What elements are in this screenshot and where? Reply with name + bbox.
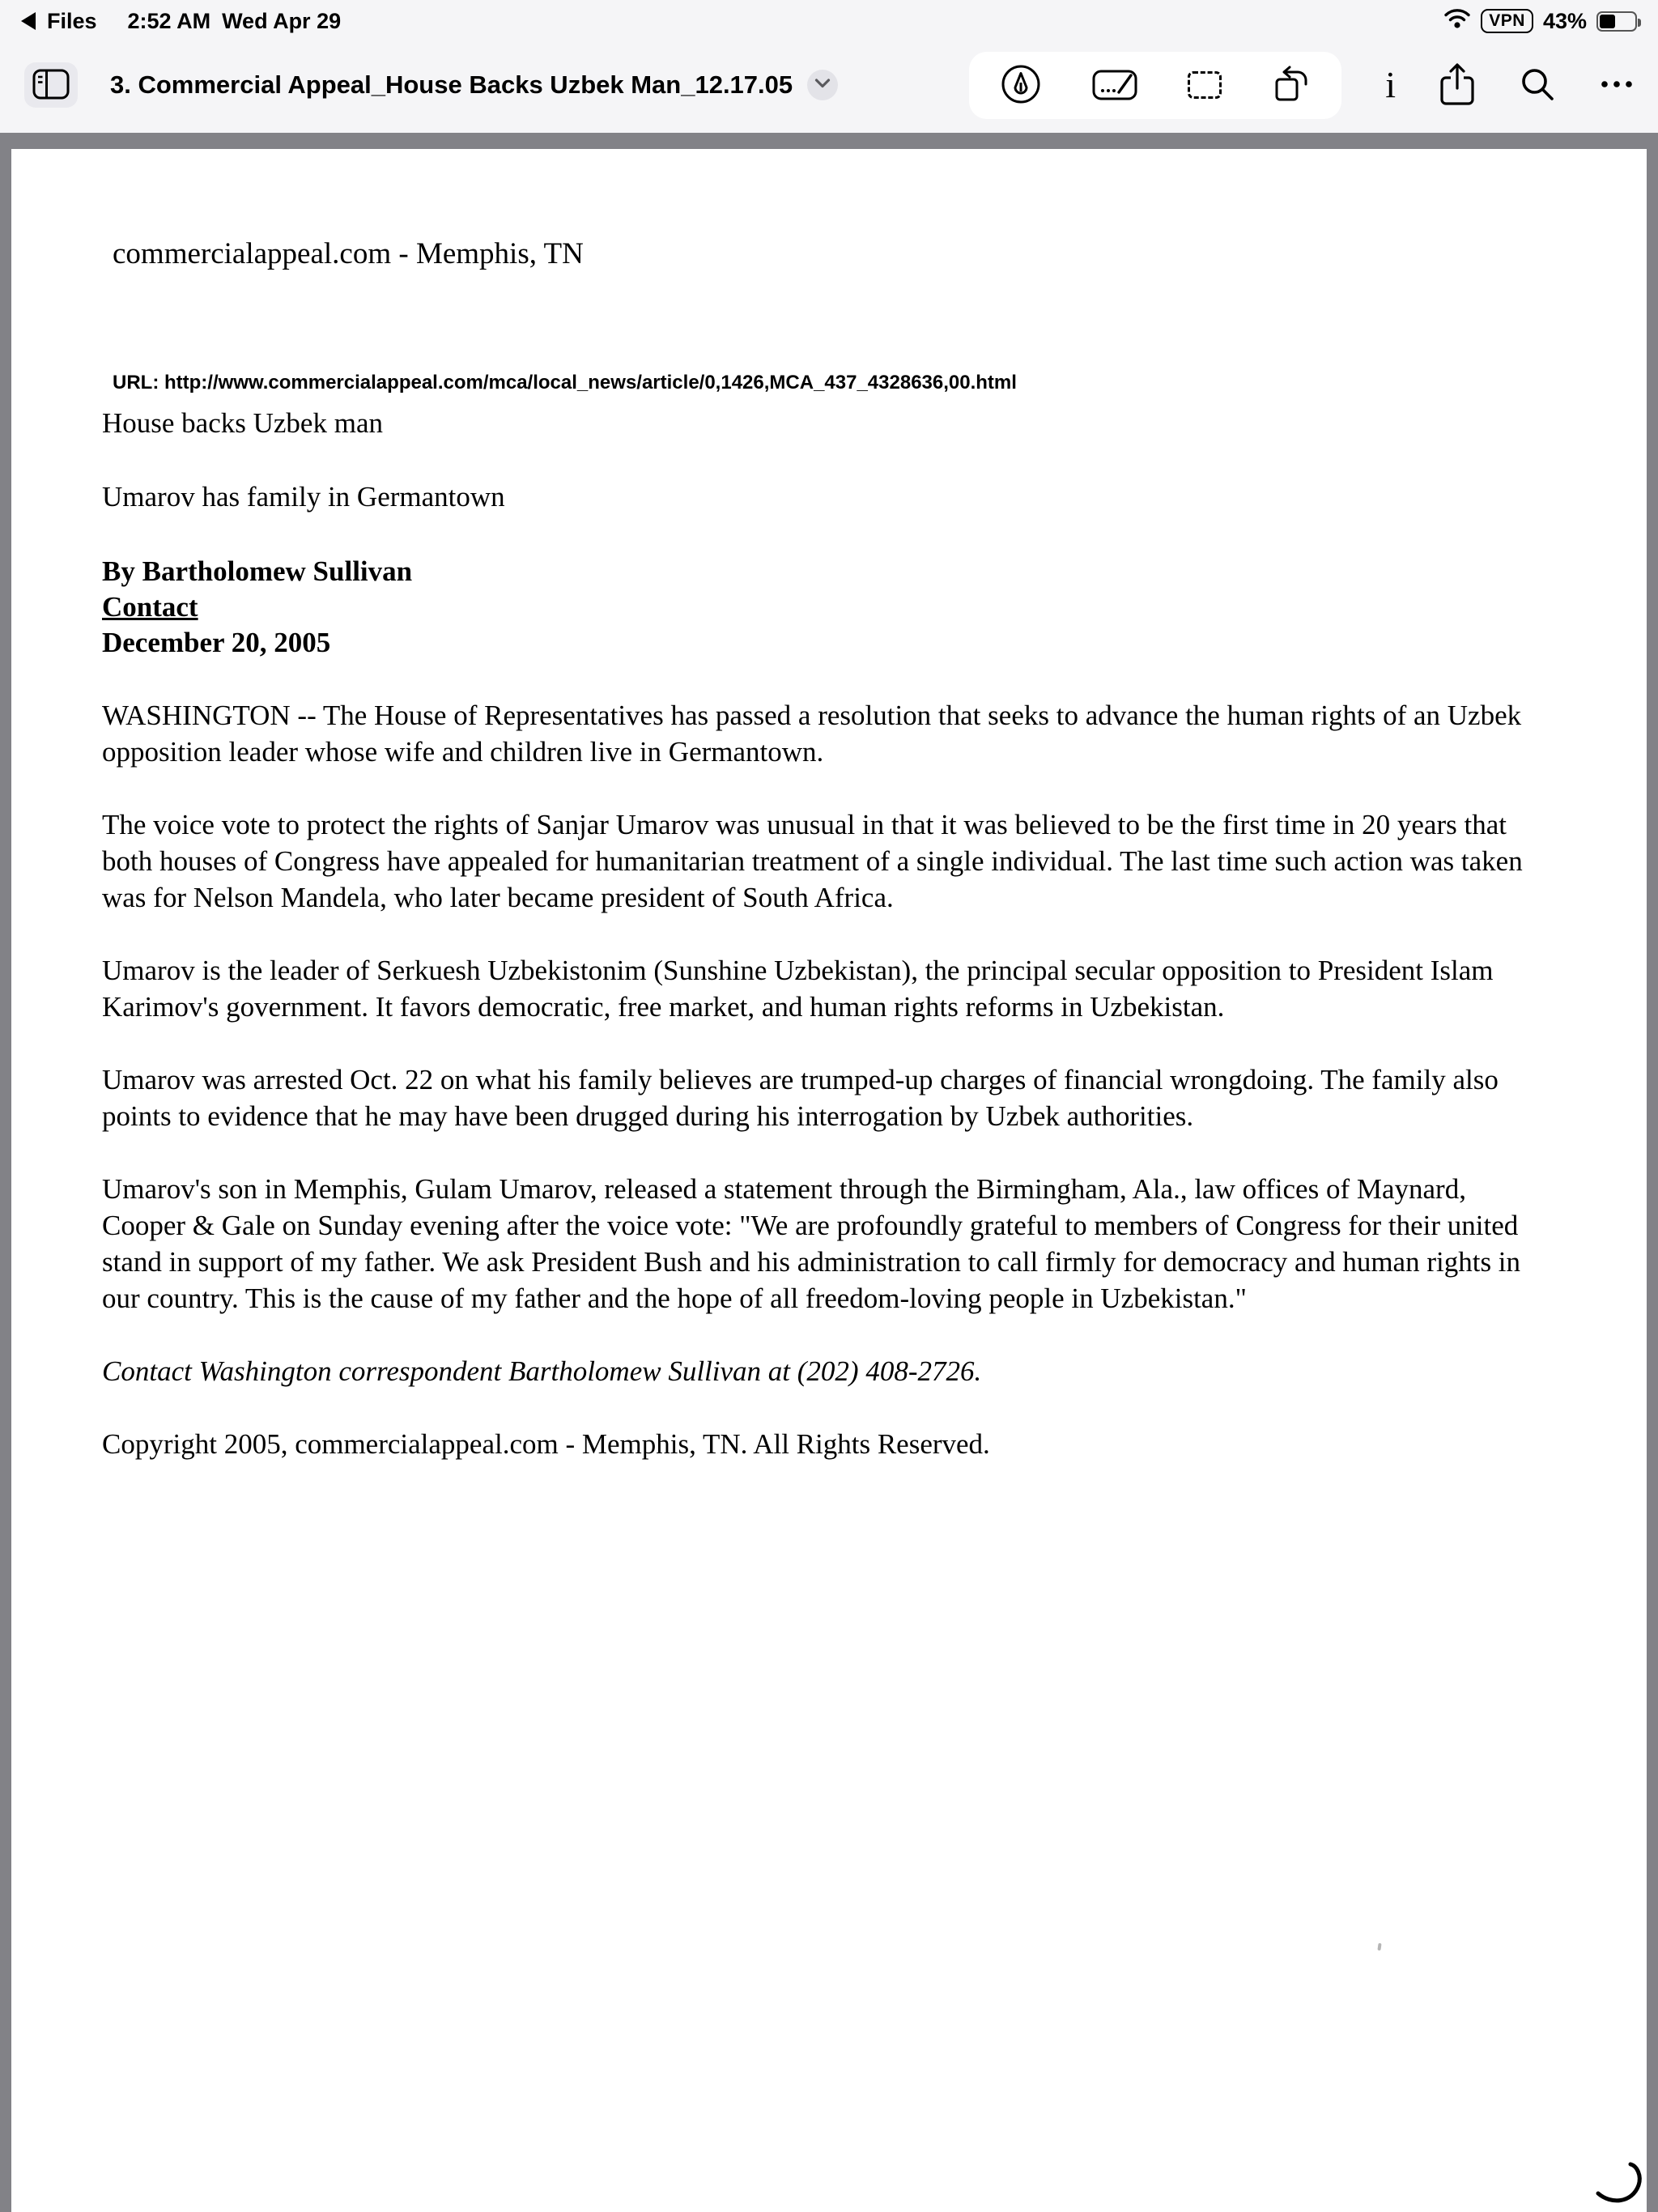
selection-icon xyxy=(1188,71,1222,99)
byline-block xyxy=(102,554,1551,661)
share-icon xyxy=(1439,62,1475,108)
share-button[interactable] xyxy=(1439,62,1475,108)
markup-icon xyxy=(1000,63,1042,108)
vpn-badge: VPN xyxy=(1481,9,1533,33)
copyright-line: Copyright 2005, commercialappeal.com - Memphis, TN. All Rights Reserved. xyxy=(102,1428,990,1460)
more-icon xyxy=(1600,79,1634,91)
more-button[interactable] xyxy=(1600,79,1634,91)
url-line: URL: http://www.commercialappeal.com/mca/local_news/article/0,1426,MCA_437_4328636,00.html xyxy=(113,372,1017,393)
document-title[interactable]: 3. Commercial Appeal_House Backs Uzbek Man_12.17.05 xyxy=(110,70,793,99)
paragraph: Umarov is the leader of Serkuesh Uzbekistonim (Sunshine Uzbekistan), the principal secular opposition to President Islam Karimov's government. It favors democratic, free market, and human rights reforms in Uzbekistan. xyxy=(102,955,1494,1023)
signature-button[interactable] xyxy=(1092,66,1137,104)
info-button[interactable] xyxy=(1385,66,1396,104)
signature-icon xyxy=(1092,66,1137,104)
status-time: 2:52 AM xyxy=(127,8,211,33)
pdf-page xyxy=(11,149,1647,2212)
sidebar-toggle-button[interactable] xyxy=(24,62,78,108)
status-date: Wed Apr 29 xyxy=(222,8,342,33)
back-to-app-label[interactable]: Files xyxy=(47,8,97,33)
title-menu-button[interactable] xyxy=(807,70,838,100)
battery-percent: 43% xyxy=(1542,8,1587,33)
battery-icon xyxy=(1596,11,1637,32)
status-bar xyxy=(0,0,1658,37)
back-to-app-icon[interactable] xyxy=(21,12,36,30)
pen-stroke-annotation xyxy=(1593,2156,1652,2210)
contact-link[interactable]: Contact xyxy=(102,591,198,623)
annotation-tools-group xyxy=(969,52,1341,119)
byline: By Bartholomew Sullivan xyxy=(102,555,413,587)
selection-button[interactable] xyxy=(1188,71,1222,99)
paragraph: Umarov's son in Memphis, Gulam Umarov, released a statement through the Birmingham, Ala., law offices of Maynard, Cooper & Gale on Sunday evening after the voice vote: "We are profoundly grateful to members of Congress for their united stand in support of my father. We ask President Bush and his administration to call firmly for democracy and human rights in our country. This is the cause of my father and the hope of all freedom-loving people in Uzbekistan." xyxy=(102,1173,1521,1314)
search-icon xyxy=(1519,66,1556,105)
search-button[interactable] xyxy=(1519,66,1556,105)
wifi-icon xyxy=(1443,7,1471,35)
rotate-page-icon xyxy=(1272,66,1311,105)
paragraph: The voice vote to protect the rights of Sanjar Umarov was unusual in that it was believed to be the first time in 20 years that both houses of Congress have appealed for humanitarian treatment of a single individual. The last time such action was taken was for Nelson Mandela, who later became president of South Africa. xyxy=(102,809,1523,913)
chevron-down-icon xyxy=(814,78,831,93)
paragraph: WASHINGTON -- The House of Representatives has passed a resolution that seeks to advance the human rights of an Uzbek opposition leader whose wife and children live in Germantown. xyxy=(102,700,1522,768)
info-icon: i xyxy=(1385,64,1396,105)
subhead: Umarov has family in Germantown xyxy=(102,481,505,513)
date-line: December 20, 2005 xyxy=(102,627,331,658)
toolbar xyxy=(0,37,1658,133)
headline: House backs Uzbek man xyxy=(102,407,383,439)
masthead: commercialappeal.com - Memphis, TN xyxy=(113,237,584,270)
rotate-page-button[interactable] xyxy=(1272,66,1311,105)
paragraph: Umarov was arrested Oct. 22 on what his family believes are trumped-up charges of financial wrongdoing. The family also points to evidence that he may have been drugged during his interrogation by Uzbek authorities. xyxy=(102,1064,1499,1132)
markup-button[interactable] xyxy=(1000,63,1042,108)
contact-line: Contact Washington correspondent Bartholomew Sullivan at (202) 408-2726. xyxy=(102,1355,982,1387)
sidebar-toggle-icon xyxy=(32,69,70,102)
